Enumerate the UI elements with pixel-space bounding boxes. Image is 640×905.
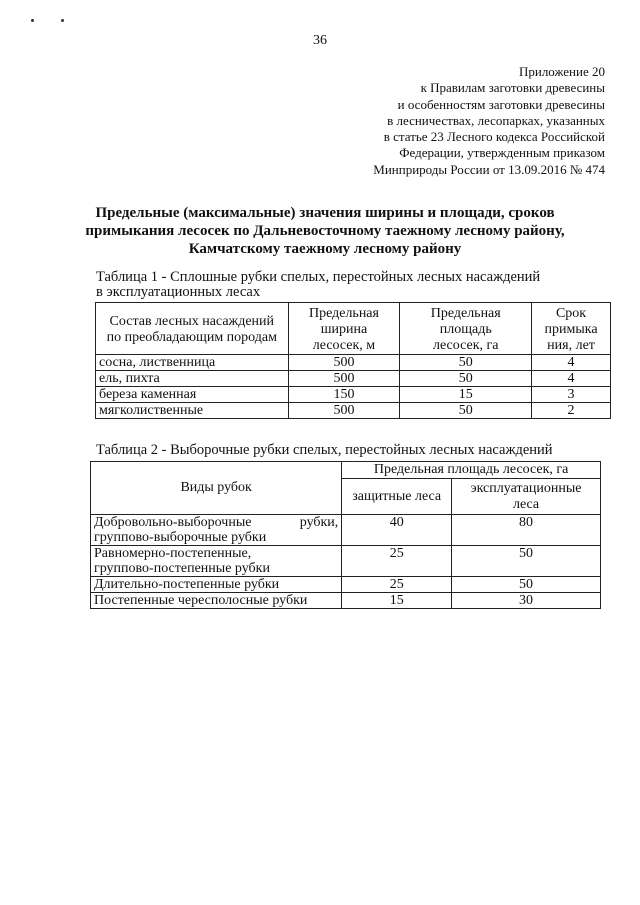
appendix-line: Федерации, утвержденным приказом bbox=[399, 145, 605, 161]
cell-term: 2 bbox=[532, 403, 611, 419]
cell-kind bbox=[91, 577, 342, 593]
cell-area: 50 bbox=[400, 355, 532, 371]
header-kind: Виды рубок bbox=[91, 462, 342, 515]
header-line: Состав лесных насаждений bbox=[109, 314, 275, 329]
header-line: площадь bbox=[439, 322, 492, 337]
cell-protective: 15 bbox=[342, 593, 452, 609]
page-number: 36 bbox=[313, 33, 327, 48]
header-area bbox=[400, 303, 532, 355]
cell-width: 500 bbox=[288, 355, 400, 371]
cell-kind bbox=[91, 593, 342, 609]
table-selective-cutting bbox=[90, 461, 601, 609]
header-line: ния, лет bbox=[547, 338, 595, 353]
header-line: Срок bbox=[555, 306, 587, 321]
table-row bbox=[96, 403, 611, 419]
cell-exploitation: 50 bbox=[452, 546, 601, 577]
appendix-line: Приложение 20 bbox=[518, 64, 605, 79]
appendix-line: к Правилам заготовки древесины bbox=[420, 80, 605, 96]
kind-line: Длительно-постепенные рубки bbox=[94, 577, 280, 592]
table-row bbox=[91, 577, 601, 593]
cell-area: 50 bbox=[400, 371, 532, 387]
caption-line: Таблица 1 - Сплошные рубки спелых, перестойных лесных насаждений bbox=[96, 269, 541, 285]
header-composition bbox=[96, 303, 289, 355]
table2-caption: Таблица 2 - Выборочные рубки спелых, перестойных лесных насаждений bbox=[96, 442, 553, 458]
appendix-note bbox=[373, 64, 605, 178]
kind-line: Добровольно-выборочные рубки, bbox=[94, 515, 339, 530]
scan-speck bbox=[61, 19, 64, 22]
cell-exploitation: 50 bbox=[452, 577, 601, 593]
header-width bbox=[288, 303, 400, 355]
cell-term: 4 bbox=[532, 355, 611, 371]
cell-composition: ель, пихта bbox=[96, 371, 289, 387]
header-line: примыка bbox=[544, 322, 598, 337]
cell-exploitation: 80 bbox=[452, 515, 601, 546]
cell-width: 150 bbox=[288, 387, 400, 403]
kind-line: группово-выборочные рубки bbox=[94, 530, 267, 545]
header-line: по преобладающим породам bbox=[106, 330, 277, 345]
table-row bbox=[91, 593, 601, 609]
header-line: Предельная bbox=[308, 306, 379, 321]
cell-protective: 40 bbox=[342, 515, 452, 546]
table-row bbox=[96, 371, 611, 387]
cell-kind bbox=[91, 515, 342, 546]
kind-line: группово-постепенные рубки bbox=[94, 561, 270, 576]
caption-line: в эксплуатационных лесах bbox=[96, 284, 261, 300]
cell-composition: сосна, лиственница bbox=[96, 355, 289, 371]
table1-caption bbox=[96, 270, 540, 300]
cell-width: 500 bbox=[288, 403, 400, 419]
kind-line: Постепенные чересполосные рубки bbox=[94, 593, 308, 608]
table-row bbox=[96, 355, 611, 371]
appendix-line: Минприроды России от 13.09.2016 № 474 bbox=[373, 161, 605, 177]
header-line: ширина bbox=[320, 322, 368, 337]
header-exploitation bbox=[452, 479, 601, 515]
cell-term: 4 bbox=[532, 371, 611, 387]
header-line: леса bbox=[512, 496, 540, 512]
table-row bbox=[91, 515, 601, 546]
title-line: Предельные (максимальные) значения ширины и площади, сроков bbox=[95, 205, 555, 221]
cell-area: 15 bbox=[400, 387, 532, 403]
header-line: лесосек, га bbox=[432, 338, 499, 353]
appendix-line: в лесничествах, лесопарках, указанных bbox=[387, 112, 605, 128]
header-line: Предельная bbox=[430, 306, 501, 321]
header-max-area: Предельная площадь лесосек, га bbox=[342, 462, 601, 479]
header-protective: защитные леса bbox=[342, 479, 452, 515]
cell-kind bbox=[91, 546, 342, 577]
cell-composition: береза каменная bbox=[96, 387, 289, 403]
cell-width: 500 bbox=[288, 371, 400, 387]
table-header-row bbox=[91, 462, 601, 479]
title-line: Камчатскому таежному лесному району bbox=[188, 241, 462, 257]
cell-area: 50 bbox=[400, 403, 532, 419]
table-clear-cutting bbox=[95, 302, 611, 419]
table-header-row bbox=[96, 303, 611, 355]
cell-composition: мягколиственные bbox=[96, 403, 289, 419]
header-line: лесосек, м bbox=[312, 338, 376, 353]
title-line: примыкания лесосек по Дальневосточному таежному лесному району, bbox=[85, 223, 565, 239]
appendix-line: и особенностям заготовки древесины bbox=[397, 96, 605, 112]
header-line: эксплуатационные bbox=[470, 480, 582, 496]
cell-protective: 25 bbox=[342, 546, 452, 577]
document-title bbox=[60, 204, 590, 258]
cell-protective: 25 bbox=[342, 577, 452, 593]
table-row bbox=[96, 387, 611, 403]
appendix-line: в статье 23 Лесного кодекса Российской bbox=[383, 129, 605, 145]
kind-line: Равномерно-постепенные, bbox=[94, 546, 252, 561]
cell-exploitation: 30 bbox=[452, 593, 601, 609]
header-term bbox=[532, 303, 611, 355]
table-row bbox=[91, 546, 601, 577]
scan-speck bbox=[31, 19, 34, 22]
cell-term: 3 bbox=[532, 387, 611, 403]
